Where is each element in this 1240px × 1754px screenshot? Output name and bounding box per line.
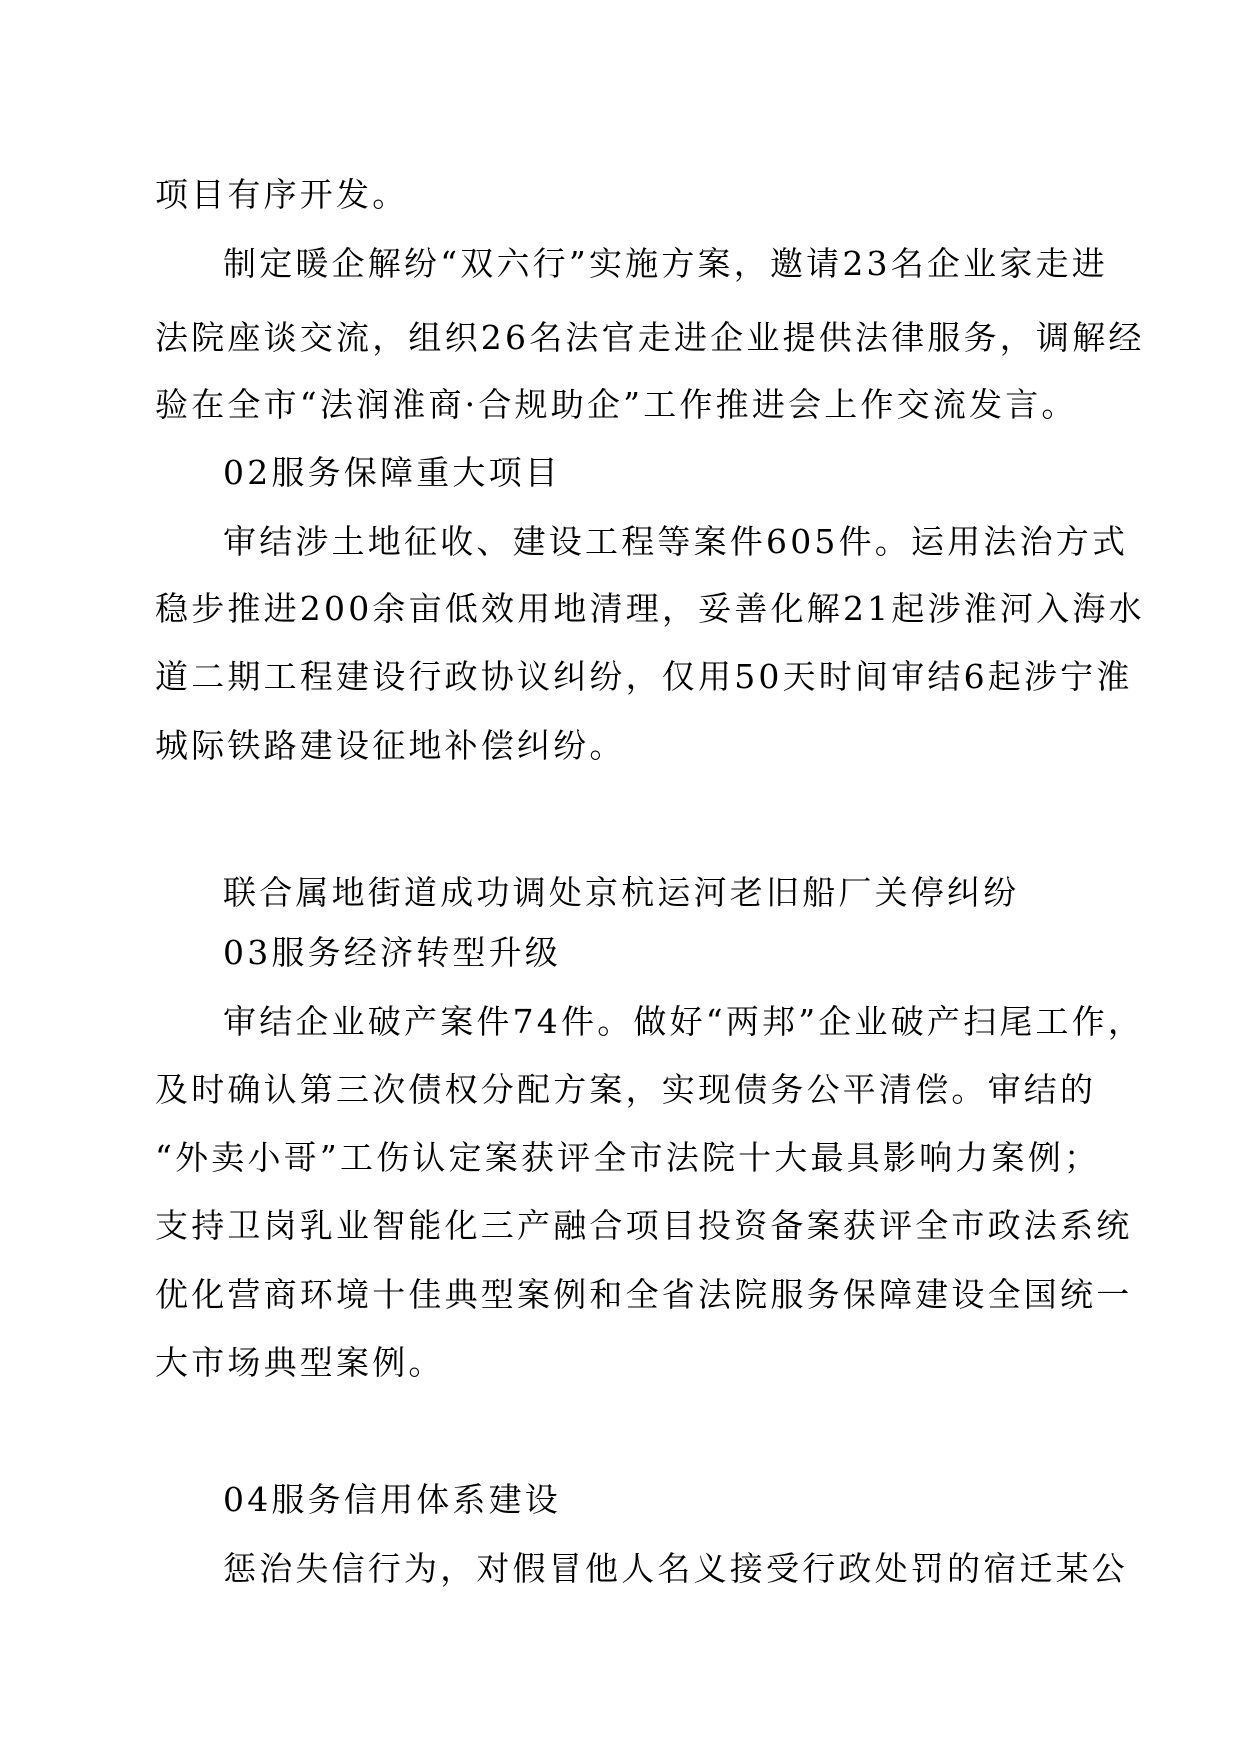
text-line: 城际铁路建设征地补偿纠纷。 — [155, 726, 626, 765]
text-line: 支持卫岗乳业智能化三产融合项目投资备案获评全市政法系统 — [155, 1206, 1133, 1245]
image-caption: 联合属地街道成功调处京杭运河老旧船厂关停纠纷 — [223, 873, 1020, 912]
text-line: 审结涉土地征收、建设工程等案件605件。运用法治方式 — [223, 522, 1129, 561]
text-line: 审结企业破产案件74件。做好“两邦”企业破产扫尾工作， — [223, 1002, 1145, 1041]
text-line: 惩治失信行为，对假冒他人名义接受行政处罚的宿迁某公 — [223, 1549, 1128, 1588]
text-line: 大市场典型案例。 — [155, 1343, 445, 1382]
text-line: 及时确认第三次债权分配方案，实现债务公平清偿。审结的 — [155, 1070, 1097, 1109]
section-heading: 04服务信用体系建设 — [223, 1480, 561, 1519]
section-heading: 02服务保障重大项目 — [223, 453, 561, 492]
text-line: 法院座谈交流，组织26名法官走进企业提供法律服务，调解经 — [155, 318, 1145, 357]
section-heading: 03服务经济转型升级 — [223, 933, 561, 972]
text-line: 稳步推进200余亩低效用地清理，妥善化解21起涉淮河入海水 — [155, 589, 1145, 628]
text-line: 项目有序开发。 — [155, 175, 409, 214]
text-line: 优化营商环境十佳典型案例和全省法院服务保障建设全国统一 — [155, 1275, 1133, 1314]
text-line: “外卖小哥”工伤认定案获评全市法院十大最具影响力案例； — [155, 1138, 1101, 1177]
text-line: 道二期工程建设行政协议纠纷，仅用50天时间审结6起涉宁淮 — [155, 657, 1133, 696]
text-line: 制定暖企解纷“双六行”实施方案，邀请23名企业家走进 — [223, 244, 1108, 283]
text-line: 验在全市“法润淮商·合规助企”工作推进会上作交流发言。 — [155, 385, 1078, 424]
